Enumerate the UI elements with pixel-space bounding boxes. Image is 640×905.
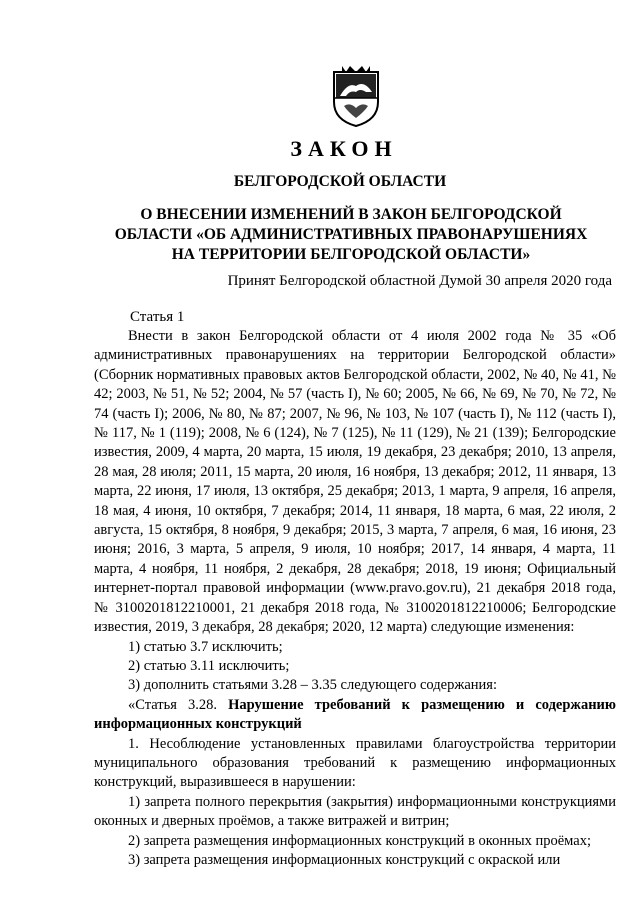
- article-heading: Статья 1: [130, 309, 185, 325]
- law-title: ЗАКОН: [290, 136, 398, 161]
- belgorod-coat-of-arms-icon: [330, 62, 382, 128]
- law-subject-line: ОБЛАСТИ «ОБ АДМИНИСТРАТИВНЫХ ПРАВОНАРУШЕНИЯХ: [114, 226, 588, 243]
- article-328-prefix: «Статья 3.28.: [128, 696, 218, 713]
- subpoint-paragraph: 1) запрета полного перекрытия (закрытия) информационными конструкциями оконных и дверных проёмов, а также витражей и витрин;: [94, 793, 616, 830]
- law-subject-line: НА ТЕРРИТОРИИ БЕЛГОРОДСКОЙ ОБЛАСТИ»: [171, 246, 531, 263]
- point-paragraph: 1. Несоблюдение установленных правилами благоустройства территории муниципального образования требований к размещению информационных конструкций, выразившееся в нарушении:: [94, 735, 616, 791]
- list-item: 3) дополнить статьями 3.28 – 3.35 следующего содержания:: [128, 677, 497, 694]
- article-328-heading: [94, 696, 616, 735]
- law-region: БЕЛГОРОДСКОЙ ОБЛАСТИ: [233, 173, 447, 190]
- article-body: [94, 327, 616, 870]
- list-item: 2) статью 3.11 исключить;: [128, 657, 290, 674]
- article-intro-paragraph: Внести в закон Белгородской области от 4 июля 2002 года № 35 «Об административных правонарушениях на территории Белгородской области» (Сборник нормативных правовых актов Белгородской области, 2002, № 40, № 41, № 42; 2003, № 51, № 52; 2004, № 57 (часть I), № 60; 2005, № 66, № 69, № 70, № 72, № 74 (часть I); 2006, № 80, № 87; 2007, № 96, № 103, № 107 (часть I), № 112 (часть I), № 117, № 1 (119); 2008, № 6 (124), № 7 (125), № 11 (129), № 21 (139); Белгородские известия, 2009, 4 марта, 20 марта, 15 июля, 19 декабря, 23 декабря; 2010, 13 апреля, 28 мая, 28 июля; 2011, 15 марта, 20 июля, 16 ноября, 13 декабря; 2012, 11 января, 13 марта, 22 июня, 17 июля, 13 октября, 25 декабря; 2013, 1 марта, 9 апреля, 16 апреля, 18 мая, 4 июня, 10 октября, 7 декабря; 2014, 11 января, 18 марта, 6 мая, 22 июля, 2 августа, 15 октября, 8 ноября, 9 декабря; 2015, 3 марта, 7 апреля, 6 мая, 16 июня, 23 июня; 2016, 3 марта, 5 апреля, 9 июля, 10 ноября; 2017, 14 января, 4 марта, 11 марта, 4 ноября, 11 ноября, 2 декабря, 28 декабря; 2018, 19 июня; Официальный интернет-портал правовой информации (www.pravo.gov.ru), 21 декабря 2018 года, № 3100201812210001, 21 декабря 2018 года, № 3100201812210006; Белгородские известия, 2019, 3 декабря, 28 декабря; 2020, 12 марта) следующие изменения:: [94, 328, 616, 636]
- subpoint-paragraph: 3) запрета размещения информационных конструкций с окраской или: [128, 851, 561, 868]
- law-subject-line: О ВНЕСЕНИИ ИЗМЕНЕНИЙ В ЗАКОН БЕЛГОРОДСКОЙ: [140, 206, 562, 223]
- law-subject: [0, 205, 640, 265]
- list-item: 1) статью 3.7 исключить;: [128, 638, 283, 655]
- article-328-title: Нарушение требований к размещению и содержанию информационных конструкций: [94, 696, 616, 733]
- subpoint-paragraph: 2) запрета размещения информационных конструкций в оконных проёмах;: [128, 832, 591, 849]
- adoption-note: Принят Белгородской областной Думой 30 апреля 2020 года: [227, 273, 612, 289]
